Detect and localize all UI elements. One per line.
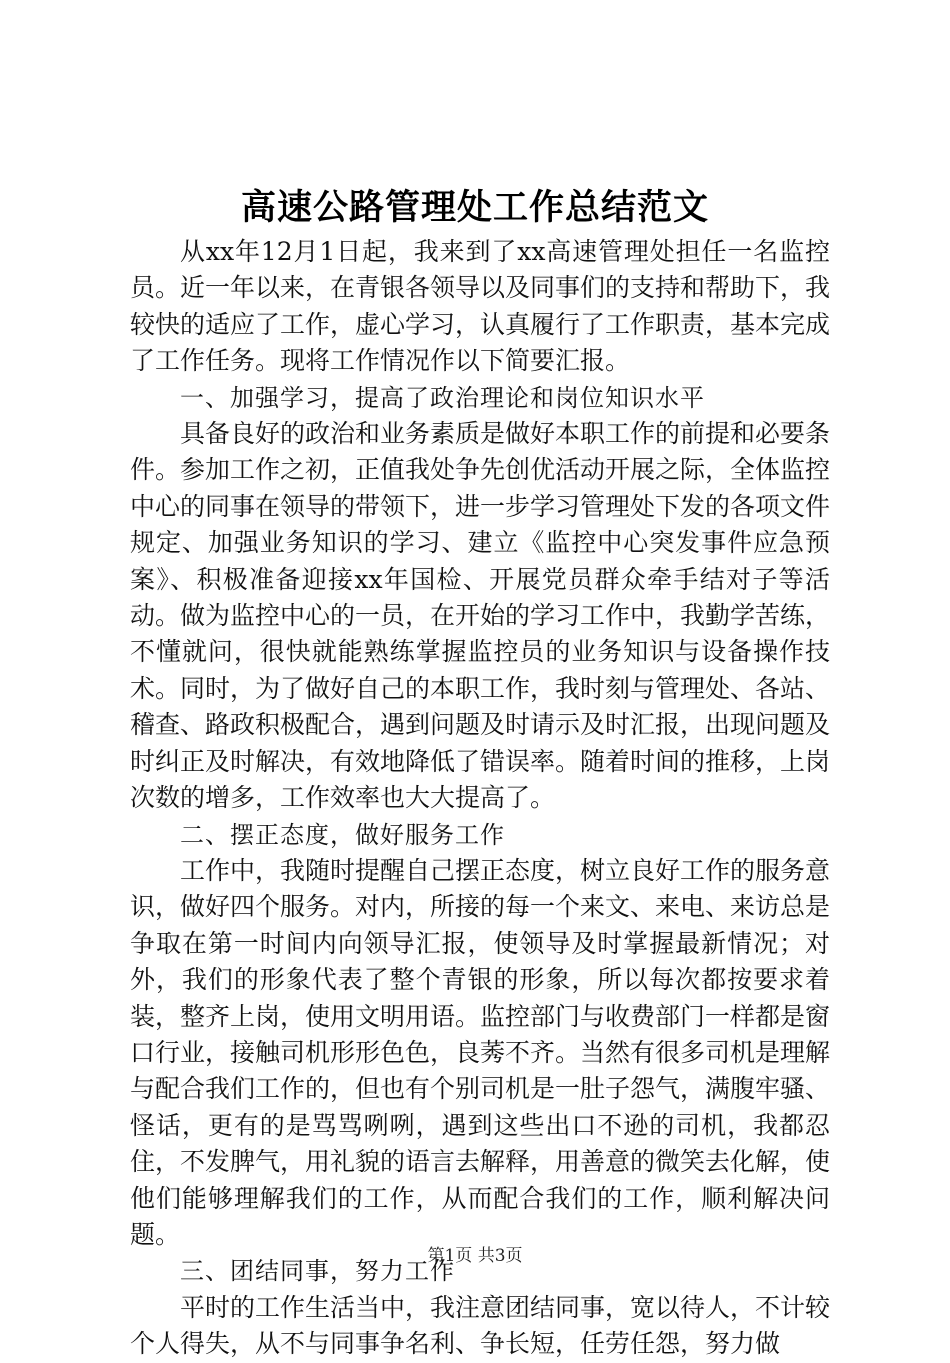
paragraph-intro: 从xx年12月1日起，我来到了xx高速管理处担任一名监控员。近一年以来，在青银各领导以及同事们的支持和帮助下，我较快的适应了工作，虚心学习，认真履行了工作职责，基本完成了工作任务。现将工作情况作以下简要汇报。 (130, 237, 831, 376)
section-heading-1: 一、加强学习，提高了政治理论和岗位知识水平 (180, 383, 705, 412)
section-heading-2: 二、摆正态度，做好服务工作 (180, 820, 505, 849)
paragraph-section-2: 工作中，我随时提醒自己摆正态度，树立良好工作的服务意识，做好四个服务。对内，所接的每一个来文、来电、来访总是争取在第一时间内向领导汇报，使领导及时掌握最新情况；对外，我们的形象代表了整个青银的形象，所以每次都按要求着装，整齐上岗，使用文明用语。监控部门与收费部门一样都是窗口行业，接触司机形形色色，良莠不齐。当然有很多司机是理解与配合我们工作的，但也有个别司机是一肚子怨气，满腹牢骚、怪话，更有的是骂骂咧咧，遇到这些出口不逊的司机，我都忍住，不发脾气，用礼貌的语言去解释，用善意的微笑去化解，使他们能够理解我们的工作，从而配合我们的工作，顺利解决问题。 (130, 855, 831, 1249)
document-body (130, 234, 830, 1363)
document-title: 高速公路管理处工作总结范文 (240, 187, 709, 228)
page-footer: 第1页 共3页 (427, 1246, 523, 1266)
paragraph-section-1: 具备良好的政治和业务素质是做好本职工作的前提和必要条件。参加工作之初，正值我处争先创优活动开展之际，全体监控中心的同事在领导的带领下，进一步学习管理处下发的各项文件规定、加强业务知识的学习、建立《监控中心突发事件应急预案》、积极准备迎接xx年国检、开展党员群众牵手结对子等活动。做为监控中心的一员，在开始的学习工作中，我勤学苦练，不懂就问，很快就能熟练掌握监控员的业务知识与设备操作技术。同时，为了做好自己的本职工作，我时刻与管理处、各站、稽查、路政积极配合，遇到问题及时请示及时汇报，出现问题及时纠正及时解决，有效地降低了错误率。随着时间的推移，上岗次数的增多，工作效率也大大提高了。 (130, 419, 831, 813)
paragraph-section-3: 平时的工作生活当中，我注意团结同事，宽以待人，不计较个人得失，从不与同事争名利、争长短，任劳任怨，努力做 (130, 1292, 831, 1359)
section-heading-3: 三、团结同事，努力工作 (180, 1257, 455, 1286)
